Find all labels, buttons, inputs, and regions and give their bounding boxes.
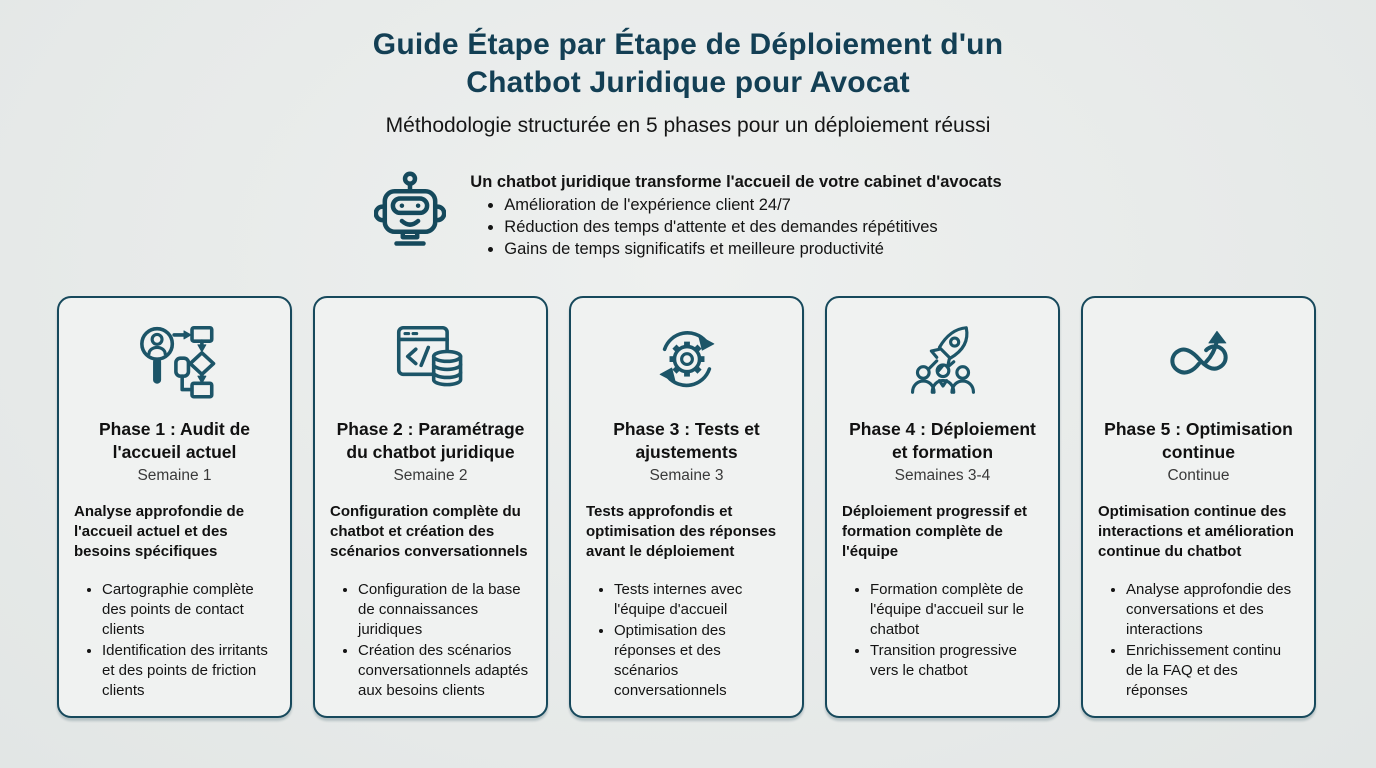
- phase-bullet: • Formation complète de l'équipe d'accueil sur le chatbot: [870, 580, 1043, 640]
- phase-5-card: [1081, 296, 1316, 718]
- phase-1-card: [57, 296, 292, 718]
- intro-bullet: • Gains de temps significatifs et meilleure productivité: [504, 238, 1001, 260]
- phase-summary: Optimisation continue des interactions et amélioration continue du chatbot: [1098, 503, 1294, 560]
- phase-summary: Analyse approfondie de l'accueil actuel et des besoins spécifiques: [74, 503, 245, 560]
- page-title: Guide Étape par Étape de Déploiement d'un Chatbot Juridique pour Avocat: [372, 28, 1004, 99]
- intro-bullet-list: [470, 194, 1001, 260]
- phase-bullet: • Création des scénarios conversationnels adaptés aux besoins clients: [358, 641, 531, 701]
- header: [0, 26, 1376, 138]
- phase-bullet: • Optimisation des réponses et des scénarios conversationnels: [614, 621, 787, 701]
- phase-summary: Configuration complète du chatbot et création des scénarios conversationnels: [330, 503, 528, 560]
- intro-bullet: • Amélioration de l'expérience client 24/7: [504, 194, 1001, 216]
- phase-bullet-list: [586, 580, 787, 701]
- phase-title: Phase 1 : Audit de l'accueil actuel: [98, 419, 251, 462]
- phase-summary: Tests approfondis et optimisation des réponses avant le déploiement: [586, 503, 777, 560]
- phase-bullet: • Enrichissement continu de la FAQ et des réponses: [1126, 641, 1299, 701]
- phase-bullet: • Analyse approfondie des conversations et des interactions: [1126, 580, 1299, 640]
- phase-2-card: [313, 296, 548, 718]
- phase-duration: Continue: [1167, 467, 1230, 484]
- rocket-team-icon: [842, 314, 1043, 406]
- phase-3-card: [569, 296, 804, 718]
- phase-summary: Déploiement progressif et formation complète de l'équipe: [842, 503, 1028, 560]
- phase-title: Phase 3 : Tests et ajustements: [613, 419, 760, 462]
- phase-cards-row: [0, 296, 1376, 718]
- phase-bullet-list: [1098, 580, 1299, 701]
- phase-bullet: • Transition progressive vers le chatbot: [870, 641, 1043, 681]
- intro-bullet: • Réduction des temps d'attente et des demandes répétitives: [504, 216, 1001, 238]
- infinity-growth-icon: [1098, 314, 1299, 406]
- page-subtitle: Méthodologie structurée en 5 phases pour un déploiement réussi: [385, 114, 991, 137]
- phase-bullet-list: [74, 580, 275, 701]
- intro-text: [470, 166, 1001, 260]
- phase-4-card: [825, 296, 1060, 718]
- phase-duration: Semaines 3-4: [894, 467, 991, 484]
- phase-bullet: • Configuration de la base de connaissances juridiques: [358, 580, 531, 640]
- gear-cycle-icon: [586, 314, 787, 406]
- phase-title: Phase 2 : Paramétrage du chatbot juridique: [336, 419, 525, 462]
- robot-icon: [374, 166, 446, 256]
- phase-duration: Semaine 3: [649, 467, 724, 484]
- phase-title: Phase 4 : Déploiement et formation: [849, 419, 1036, 462]
- phase-bullet-list: [330, 580, 531, 701]
- code-window-database-icon: [330, 314, 531, 406]
- phase-duration: Semaine 1: [137, 467, 212, 484]
- phase-title: Phase 5 : Optimisation continue: [1104, 419, 1293, 462]
- phase-bullet: • Cartographie complète des points de contact clients: [102, 580, 275, 640]
- phase-bullet: • Tests internes avec l'équipe d'accueil: [614, 580, 787, 620]
- intro-section: [374, 166, 1001, 260]
- phase-bullet-list: [842, 580, 1043, 681]
- audit-magnifier-flowchart-icon: [74, 314, 275, 406]
- intro-heading: Un chatbot juridique transforme l'accueil de votre cabinet d'avocats: [470, 173, 1002, 191]
- phase-bullet: • Identification des irritants et des points de friction clients: [102, 641, 275, 701]
- phase-duration: Semaine 2: [393, 467, 468, 484]
